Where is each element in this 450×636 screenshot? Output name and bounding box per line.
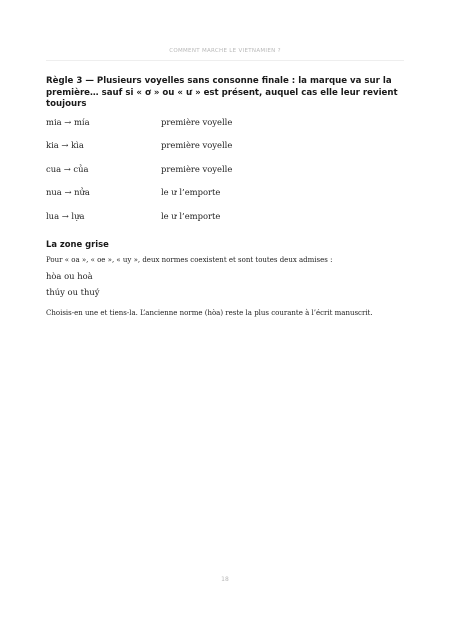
spelling-pair: thúy ou thuý xyxy=(46,287,100,298)
example-row xyxy=(46,140,404,164)
examples-list xyxy=(46,117,404,235)
grey-zone-intro: Pour « oa », « oe », « uy », deux normes coexistent et sont toutes deux admises : xyxy=(46,256,333,265)
example-word: nua → nửa xyxy=(46,187,90,198)
running-header: COMMENT MARCHE LE VIETNAMIEN ? xyxy=(169,48,281,54)
example-word: kia → kìa xyxy=(46,140,84,151)
spelling-pair: hòa ou hoà xyxy=(46,271,93,282)
example-note: le ư l’emporte xyxy=(161,187,221,198)
header-divider xyxy=(46,60,404,61)
example-word: cua → của xyxy=(46,163,89,174)
example-row xyxy=(46,117,404,141)
example-note: le ư l’emporte xyxy=(161,210,221,221)
example-word: lua → lựa xyxy=(46,210,85,221)
example-note: première voyelle xyxy=(161,116,233,127)
grey-zone-conclusion: Choisis-en une et tiens-la. L’ancienne norme (hòa) reste la plus courante à l’écrit manuscrit. xyxy=(46,309,373,318)
page-content xyxy=(46,76,404,318)
subsection-title-grey-zone: La zone grise xyxy=(46,239,109,250)
example-row xyxy=(46,211,404,235)
example-word: mia → mía xyxy=(46,116,90,127)
example-note: première voyelle xyxy=(161,140,233,151)
example-note: première voyelle xyxy=(161,163,233,174)
example-row xyxy=(46,164,404,188)
section-title: Règle 3 — Plusieurs voyelles sans consonne finale : la marque va sur la première… sauf si « ơ » ou « ư » est présent, auquel cas elle leur revient toujours xyxy=(46,76,398,110)
page-number: 18 xyxy=(221,576,229,583)
example-row xyxy=(46,187,404,211)
